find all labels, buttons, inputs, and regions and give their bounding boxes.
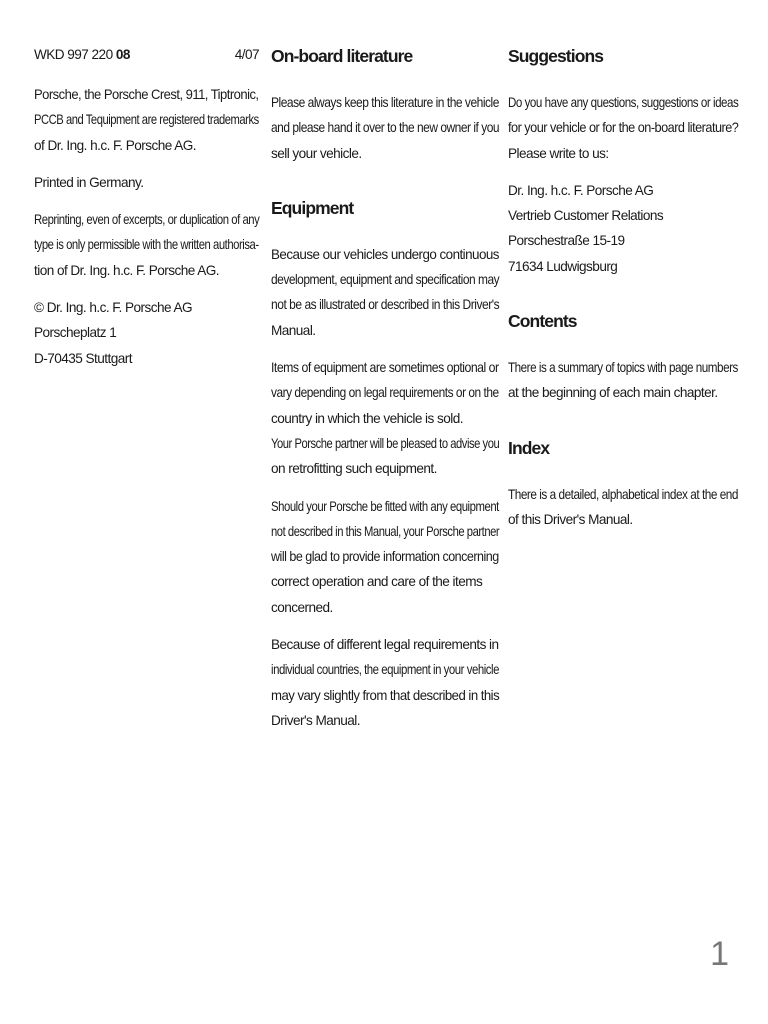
document-code-edition: 08 (115, 47, 130, 62)
text-line: not described in this Manual, your Porsche partner (271, 523, 500, 539)
document-date: 4/07 (234, 47, 259, 62)
index-text (508, 482, 738, 533)
document-code (34, 42, 130, 67)
page-number: 1 (710, 935, 729, 973)
equipment-paragraph-1 (271, 242, 499, 343)
onboard-literature-heading: On-board literature (271, 46, 413, 66)
text-line: Do you have any questions, suggestions or ideas (508, 95, 739, 110)
address-line: Porscheplatz 1 (34, 325, 117, 341)
equipment-paragraph-4 (271, 632, 499, 733)
reprint-notice (34, 207, 259, 283)
right-column (508, 42, 738, 544)
address-line: D-70435 Stuttgart (34, 350, 132, 366)
text-line: on retrofitting such equipment. (271, 461, 437, 477)
suggestions-heading: Suggestions (508, 46, 604, 66)
index-heading: Index (508, 437, 550, 458)
contact-address (508, 178, 738, 279)
text-line: Your Porsche partner will be pleased to advise you (271, 435, 500, 451)
address-line: Porschestraße 15-19 (508, 233, 625, 249)
contents-text (508, 355, 738, 406)
address-line: Dr. Ing. h.c. F. Porsche AG (508, 182, 654, 198)
contents-heading: Contents (508, 311, 577, 332)
printed-notice: Printed in Germany. (34, 174, 144, 190)
text-line: of this Driver's Manual. (508, 511, 633, 527)
text-line: Driver's Manual. (271, 712, 360, 728)
text-line: not be as illustrated or described in this Driver's (271, 297, 500, 313)
text-line: for your vehicle or for the on-board literature? (508, 120, 739, 136)
text-line: Because of different legal requirements in (271, 637, 499, 653)
equipment-paragraph-3 (271, 494, 499, 620)
left-column (34, 42, 259, 383)
suggestions-text (508, 90, 738, 166)
reprint-line: type is only permissible with the written authorisa- (34, 237, 259, 253)
equipment-heading: Equipment (271, 197, 354, 218)
text-line: will be glad to provide information concerning (271, 549, 499, 565)
text-line: Please write to us: (508, 145, 609, 161)
trademark-line: of Dr. Ing. h.c. F. Porsche AG. (34, 137, 197, 153)
text-line: correct operation and care of the items (271, 574, 483, 590)
reprint-line: Reprinting, even of excerpts, or duplication of any (34, 212, 260, 228)
trademark-notice (34, 82, 259, 158)
text-line: development, equipment and specification may (271, 272, 500, 288)
text-line: There is a detailed, alphabetical index at the end (508, 486, 738, 502)
copyright-address (34, 295, 259, 371)
text-line: concerned. (271, 599, 333, 615)
text-line: and please hand it over to the new owner if you (271, 120, 500, 136)
document-code-prefix: WKD 997 220 (34, 47, 116, 62)
trademark-line: Porsche, the Porsche Crest, 911, Tiptronic, (34, 87, 259, 102)
trademark-line: PCCB and Tequipment are registered trademarks (34, 112, 259, 128)
text-line: Should your Porsche be fitted with any equipment (271, 498, 499, 514)
reprint-line: tion of Dr. Ing. h.c. F. Porsche AG. (34, 262, 219, 278)
text-line: at the beginning of each main chapter. (508, 385, 718, 401)
equipment-paragraph-2 (271, 355, 499, 481)
middle-column (271, 42, 499, 745)
text-line: Manual. (271, 322, 316, 338)
text-line: Items of equipment are sometimes optional or (271, 360, 499, 376)
onboard-literature-text (271, 90, 499, 166)
address-line: 71634 Ludwigsburg (508, 258, 618, 274)
text-line: sell your vehicle. (271, 145, 362, 161)
text-line: Please always keep this literature in the vehicle (271, 95, 499, 110)
address-line: Vertrieb Customer Relations (508, 208, 664, 224)
text-line: may vary slightly from that described in this (271, 687, 500, 703)
text-line: vary depending on legal requirements or on the (271, 385, 499, 401)
document-code-row (34, 42, 259, 70)
text-line: individual countries, the equipment in your vehicle (271, 662, 499, 678)
text-line: country in which the vehicle is sold. (271, 410, 463, 426)
address-line: © Dr. Ing. h.c. F. Porsche AG (34, 300, 193, 316)
text-line: Because our vehicles undergo continuous (271, 246, 499, 262)
text-line: There is a summary of topics with page numbers (508, 360, 738, 376)
